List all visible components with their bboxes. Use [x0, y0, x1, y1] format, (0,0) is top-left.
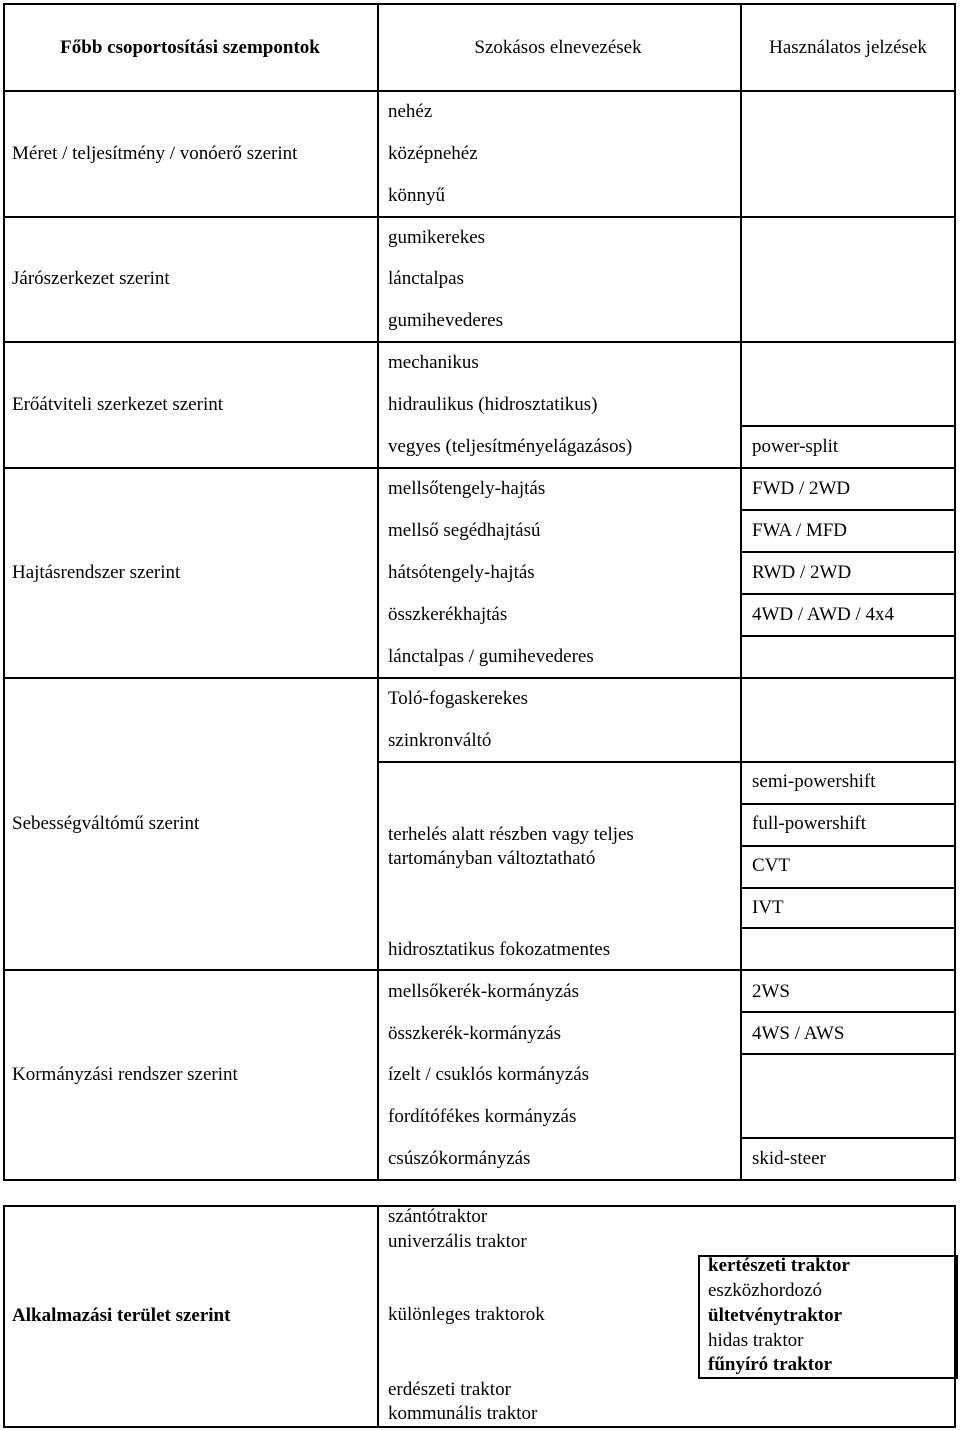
table-border [740, 3, 742, 1181]
table-border [3, 1426, 956, 1428]
name-item: mellsőtengely-hajtás [388, 478, 546, 499]
table-border [3, 467, 956, 469]
table-border [740, 1053, 956, 1055]
name-item: gumihevederes [388, 310, 504, 331]
code-item: 4WD / AWD / 4x4 [752, 604, 895, 625]
name-item: összkerékhajtás [388, 604, 508, 625]
name-item: hidrosztatikus fokozatmentes [388, 939, 611, 960]
name-item: fordítófékes kormányzás [388, 1106, 577, 1127]
name-item: szántótraktor [388, 1206, 488, 1227]
special-tractor-item: eszközhordozó [708, 1280, 822, 1301]
code-item: full-powershift [752, 813, 866, 834]
criterion-drive-system: Hajtásrendszer szerint [12, 562, 181, 583]
table-border [377, 761, 742, 763]
name-item: mellső segédhajtású [388, 520, 541, 541]
name-item: különleges traktorok [388, 1304, 545, 1325]
criterion-steering: Kormányzási rendszer szerint [12, 1064, 238, 1085]
table-border [3, 1179, 956, 1181]
table-border [3, 341, 956, 343]
name-item: nehéz [388, 101, 433, 122]
name-item: vegyes (teljesítményelágazásos) [388, 436, 633, 457]
table-border [377, 3, 379, 1181]
name-item: ízelt / csuklós kormányzás [388, 1064, 590, 1085]
criterion-gearbox: Sebességváltómű szerint [12, 813, 200, 834]
special-tractor-item: fűnyíró traktor [708, 1354, 833, 1375]
table-border [3, 3, 956, 5]
table-border [3, 3, 5, 1181]
header-criteria: Főbb csoportosítási szempontok [60, 37, 320, 58]
table-border [3, 216, 956, 218]
name-item: mellsőkerék-kormányzás [388, 981, 579, 1002]
table-border [740, 1137, 956, 1139]
code-item: FWD / 2WD [752, 478, 851, 499]
table-border [740, 635, 956, 637]
table-border [740, 927, 956, 929]
name-item: középnehéz [388, 143, 478, 164]
code-item: 2WS [752, 981, 790, 1002]
criterion-application: Alkalmazási terület szerint [12, 1305, 231, 1326]
code-item: CVT [752, 855, 790, 876]
table-border [3, 969, 956, 971]
table-border [740, 593, 956, 595]
name-item: terhelés alatt részben vagy teljes tartományban változtatható [388, 824, 634, 869]
name-item: mechanikus [388, 352, 479, 373]
name-item: hátsótengely-hajtás [388, 562, 535, 583]
criterion-transmission: Erőátviteli szerkezet szerint [12, 394, 224, 415]
name-item: univerzális traktor [388, 1231, 527, 1252]
code-item: IVT [752, 897, 784, 918]
code-item: RWD / 2WD [752, 562, 852, 583]
table-border [740, 803, 956, 805]
table-border [377, 1205, 379, 1428]
header-names: Szokásos elnevezések [474, 37, 642, 58]
name-item: összkerék-kormányzás [388, 1023, 562, 1044]
code-item: power-split [752, 436, 839, 457]
name-item: Toló-fogaskerekes [388, 688, 529, 709]
name-item: kommunális traktor [388, 1403, 538, 1424]
special-tractor-item: hidas traktor [708, 1330, 804, 1351]
header-codes: Használatos jelzések [769, 37, 927, 58]
criterion-size: Méret / teljesítmény / vonóerő szerint [12, 143, 298, 164]
table-border [740, 761, 956, 763]
code-item: semi-powershift [752, 771, 876, 792]
special-tractor-item: kertészeti traktor [708, 1255, 850, 1276]
name-item: erdészeti traktor [388, 1379, 511, 1400]
table-border [3, 1205, 5, 1428]
table-border [740, 425, 956, 427]
table-border [740, 1011, 956, 1013]
name-item: gumikerekes [388, 227, 486, 248]
table-border [3, 90, 956, 92]
name-item: hidraulikus (hidrosztatikus) [388, 394, 598, 415]
table-border [740, 509, 956, 511]
table-border [740, 845, 956, 847]
table-border [740, 887, 956, 889]
criterion-running-gear: Járószerkezet szerint [12, 268, 170, 289]
name-item: lánctalpas / gumihevederes [388, 646, 594, 667]
name-item: lánctalpas [388, 268, 464, 289]
name-item: könnyű [388, 185, 445, 206]
name-item: csúszókormányzás [388, 1148, 531, 1169]
table-border [740, 551, 956, 553]
special-tractor-item: ültetvénytraktor [708, 1305, 843, 1326]
name-item: szinkronváltó [388, 730, 492, 751]
code-item: FWA / MFD [752, 520, 848, 541]
code-item: 4WS / AWS [752, 1023, 845, 1044]
table-border [3, 677, 956, 679]
code-item: skid-steer [752, 1148, 826, 1169]
table-border [954, 3, 956, 1181]
